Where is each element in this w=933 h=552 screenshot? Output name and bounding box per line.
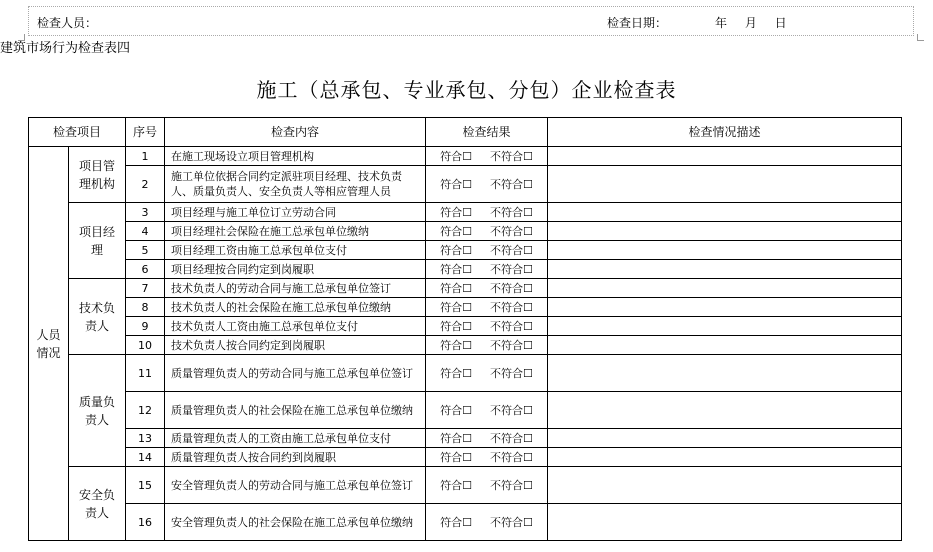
group-cell: 项目管理机构	[69, 147, 126, 203]
column-header-content: 检查内容	[165, 118, 426, 147]
description-cell[interactable]	[548, 336, 902, 355]
check-result	[426, 429, 548, 448]
row-number: 12	[126, 392, 165, 429]
row-number: 6	[126, 260, 165, 279]
description-cell[interactable]	[548, 448, 902, 467]
fail-checkbox[interactable]: 不符合☐	[490, 338, 533, 352]
table-row	[29, 166, 902, 203]
fail-checkbox[interactable]: 不符合☐	[490, 205, 533, 219]
check-content: 技术负责人按合同约定到岗履职	[165, 336, 426, 355]
check-content: 项目经理社会保险在施工总承包单位缴纳	[165, 222, 426, 241]
fail-checkbox[interactable]: 不符合☐	[490, 450, 533, 464]
pass-checkbox[interactable]: 符合☐	[440, 205, 473, 219]
pass-checkbox[interactable]: 符合☐	[440, 431, 473, 445]
column-header-description: 检查情况描述	[548, 118, 902, 147]
form-title: 施工（总承包、专业承包、分包）企业检查表	[256, 78, 677, 102]
description-cell[interactable]	[548, 241, 902, 260]
inspector-label: 检查人员：	[37, 16, 98, 30]
pass-checkbox[interactable]: 符合☐	[440, 177, 473, 191]
row-number: 2	[126, 166, 165, 203]
table-row	[29, 429, 902, 448]
table-body	[29, 147, 902, 541]
fail-checkbox[interactable]: 不符合☐	[490, 300, 533, 314]
table-row	[29, 260, 902, 279]
check-result	[426, 392, 548, 429]
row-number: 16	[126, 504, 165, 541]
check-content: 质量管理负责人的工资由施工总承包单位支付	[165, 429, 426, 448]
row-number: 3	[126, 203, 165, 222]
table-row	[29, 355, 902, 392]
check-result	[426, 336, 548, 355]
description-cell[interactable]	[548, 429, 902, 448]
check-content: 技术负责人的劳动合同与施工总承包单位签订	[165, 279, 426, 298]
group-cell: 技术负责人	[69, 279, 126, 355]
pass-checkbox[interactable]: 符合☐	[440, 366, 473, 380]
description-cell[interactable]	[548, 203, 902, 222]
row-number: 1	[126, 147, 165, 166]
fail-checkbox[interactable]: 不符合☐	[490, 281, 533, 295]
description-cell[interactable]	[548, 298, 902, 317]
table-row	[29, 392, 902, 429]
table-row	[29, 147, 902, 166]
fail-checkbox[interactable]: 不符合☐	[490, 366, 533, 380]
fail-checkbox[interactable]: 不符合☐	[490, 403, 533, 417]
description-cell[interactable]	[548, 222, 902, 241]
fail-checkbox[interactable]: 不符合☐	[490, 243, 533, 257]
pass-checkbox[interactable]: 符合☐	[440, 149, 473, 163]
check-result	[426, 448, 548, 467]
check-result	[426, 467, 548, 504]
check-result	[426, 260, 548, 279]
check-result	[426, 355, 548, 392]
table-row	[29, 298, 902, 317]
fail-checkbox[interactable]: 不符合☐	[490, 478, 533, 492]
row-number: 13	[126, 429, 165, 448]
group-cell: 安全负责人	[69, 467, 126, 541]
check-result	[426, 222, 548, 241]
check-content: 质量管理负责人的社会保险在施工总承包单位缴纳	[165, 392, 426, 429]
table-row	[29, 504, 902, 541]
pass-checkbox[interactable]: 符合☐	[440, 300, 473, 314]
row-number: 4	[126, 222, 165, 241]
check-content: 技术负责人工资由施工总承包单位支付	[165, 317, 426, 336]
check-content: 在施工现场设立项目管理机构	[165, 147, 426, 166]
description-cell[interactable]	[548, 166, 902, 203]
inspection-header	[28, 6, 914, 36]
column-header-no: 序号	[126, 118, 165, 147]
pass-checkbox[interactable]: 符合☐	[440, 338, 473, 352]
check-result	[426, 241, 548, 260]
pass-checkbox[interactable]: 符合☐	[440, 224, 473, 238]
group-cell: 质量负责人	[69, 355, 126, 467]
fail-checkbox[interactable]: 不符合☐	[490, 177, 533, 191]
table-header-row	[29, 118, 902, 147]
check-content: 项目经理按合同约定到岗履职	[165, 260, 426, 279]
group-cell: 项目经理	[69, 203, 126, 279]
table-row	[29, 203, 902, 222]
check-result	[426, 504, 548, 541]
table-row	[29, 241, 902, 260]
fail-checkbox[interactable]: 不符合☐	[490, 319, 533, 333]
row-number: 11	[126, 355, 165, 392]
column-header-result: 检查结果	[426, 118, 548, 147]
pass-checkbox[interactable]: 符合☐	[440, 515, 473, 529]
check-content: 安全管理负责人的社会保险在施工总承包单位缴纳	[165, 504, 426, 541]
fail-checkbox[interactable]: 不符合☐	[490, 515, 533, 529]
row-number: 9	[126, 317, 165, 336]
check-content: 质量管理负责人的劳动合同与施工总承包单位签订	[165, 355, 426, 392]
column-header-item: 检查项目	[29, 118, 126, 147]
pass-checkbox[interactable]: 符合☐	[440, 403, 473, 417]
row-number: 7	[126, 279, 165, 298]
fail-checkbox[interactable]: 不符合☐	[490, 431, 533, 445]
inspection-table	[28, 117, 902, 541]
form-subtitle: 建筑市场行为检查表四	[0, 41, 131, 56]
check-result	[426, 147, 548, 166]
description-cell[interactable]	[548, 392, 902, 429]
fail-checkbox[interactable]: 不符合☐	[490, 224, 533, 238]
pass-checkbox[interactable]: 符合☐	[440, 262, 473, 276]
description-cell[interactable]	[548, 260, 902, 279]
table-row	[29, 279, 902, 298]
category-cell: 人员情况	[29, 147, 69, 541]
table-row	[29, 222, 902, 241]
fail-checkbox[interactable]: 不符合☐	[490, 149, 533, 163]
pass-checkbox[interactable]: 符合☐	[440, 478, 473, 492]
pass-checkbox[interactable]: 符合☐	[440, 450, 473, 464]
pass-checkbox[interactable]: 符合☐	[440, 319, 473, 333]
check-content: 项目经理与施工单位订立劳动合同	[165, 203, 426, 222]
check-content: 施工单位依据合同约定派驻项目经理、技术负责人、质量负责人、安全负责人等相应管理人员	[165, 166, 426, 203]
description-cell[interactable]	[548, 317, 902, 336]
check-result	[426, 317, 548, 336]
row-number: 5	[126, 241, 165, 260]
description-cell[interactable]	[548, 355, 902, 392]
row-number: 8	[126, 298, 165, 317]
pass-checkbox[interactable]: 符合☐	[440, 243, 473, 257]
check-result	[426, 203, 548, 222]
check-content: 安全管理负责人的劳动合同与施工总承包单位签订	[165, 467, 426, 504]
check-content: 质量管理负责人按合同约到岗履职	[165, 448, 426, 467]
description-cell[interactable]	[548, 147, 902, 166]
pass-checkbox[interactable]: 符合☐	[440, 281, 473, 295]
description-cell[interactable]	[548, 504, 902, 541]
margin-marker-right	[917, 34, 924, 41]
inspection-date-label: 检查日期：	[607, 16, 668, 30]
row-number: 15	[126, 467, 165, 504]
fail-checkbox[interactable]: 不符合☐	[490, 262, 533, 276]
table-row	[29, 317, 902, 336]
row-number: 14	[126, 448, 165, 467]
check-result	[426, 166, 548, 203]
inspection-date-fields: 年 月 日	[715, 16, 787, 30]
check-result	[426, 298, 548, 317]
check-content: 项目经理工资由施工总承包单位支付	[165, 241, 426, 260]
check-result	[426, 279, 548, 298]
description-cell[interactable]	[548, 467, 902, 504]
description-cell[interactable]	[548, 279, 902, 298]
check-content: 技术负责人的社会保险在施工总承包单位缴纳	[165, 298, 426, 317]
table-row	[29, 467, 902, 504]
row-number: 10	[126, 336, 165, 355]
table-row	[29, 336, 902, 355]
table-row	[29, 448, 902, 467]
